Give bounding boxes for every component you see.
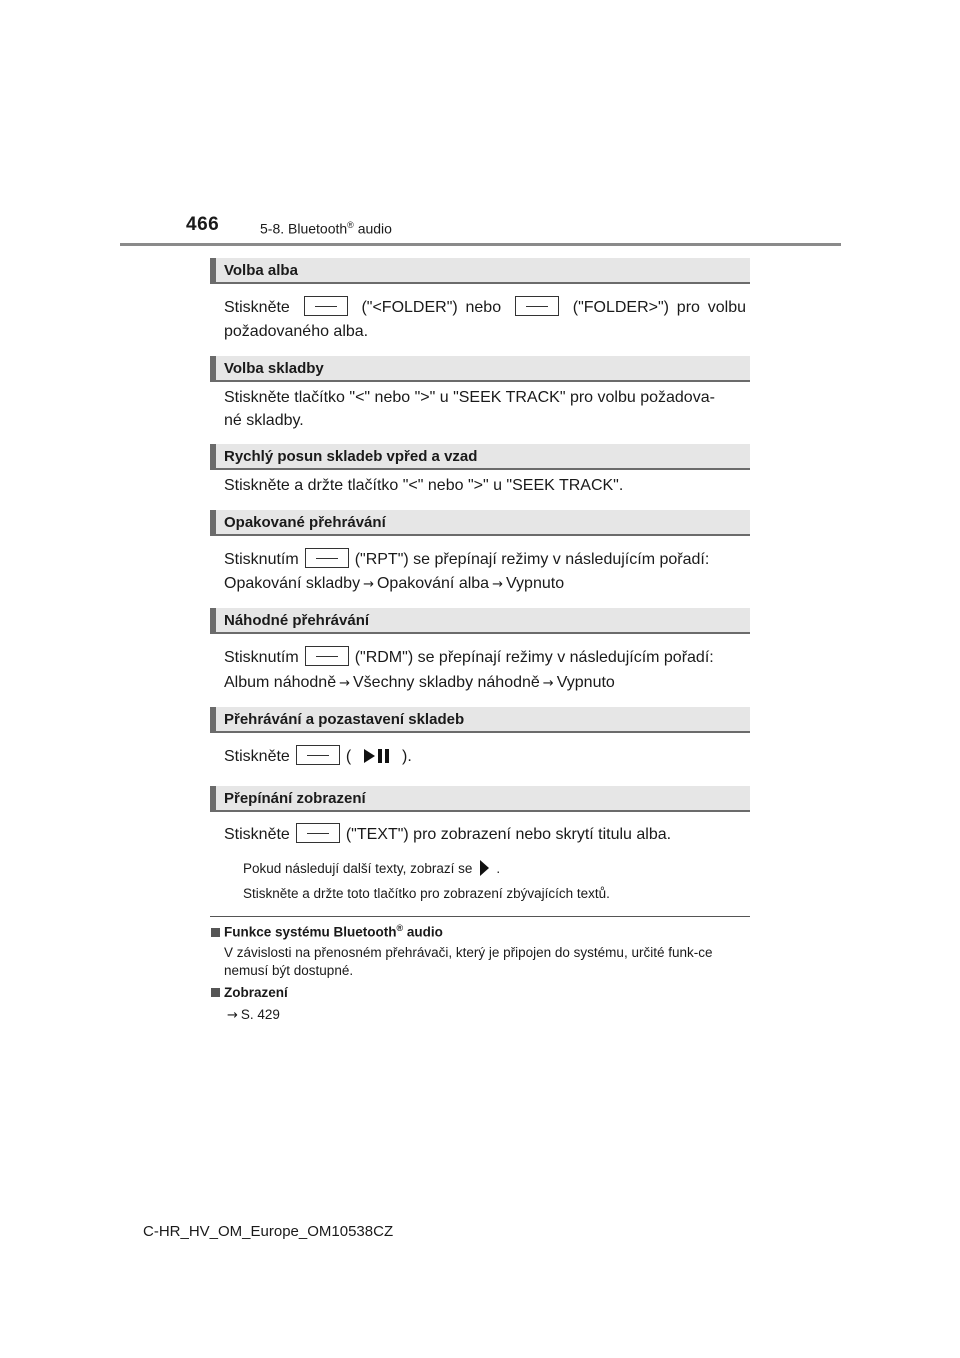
random-sequence	[224, 671, 746, 696]
text: .	[496, 861, 501, 876]
text: Stiskněte	[224, 826, 290, 843]
seq-item: Vypnuto	[556, 674, 615, 691]
text: Stiskněte	[224, 748, 290, 765]
note-heading-bluetooth	[211, 923, 443, 940]
track-select-line2: né skladby.	[224, 412, 304, 429]
text: (	[345, 748, 352, 765]
play-pause-line	[224, 745, 746, 773]
registered-mark: ®	[347, 220, 354, 230]
display-switch-note1	[243, 859, 748, 882]
notes-divider	[210, 916, 750, 917]
header-rule	[120, 243, 841, 246]
album-select-line2: požadovaného alba.	[224, 323, 369, 340]
arrow-right-icon: →	[227, 1008, 238, 1023]
arrow-right-icon: →	[542, 676, 554, 691]
display-switch-note2: Stiskněte a držte toto tlačítko pro zobrazení zbývajících textů.	[243, 886, 610, 901]
heading-fast-seek: Rychlý posun skladeb vpřed a vzad	[210, 444, 750, 470]
chevron-right-icon	[478, 859, 490, 882]
note-body-bluetooth: V závislosti na přenosném přehrávači, který je připojen do systému, určité funk-ce nemusí být dostupné.	[224, 945, 713, 978]
album-select-line1	[224, 296, 746, 320]
play-pause-icon	[362, 747, 392, 773]
note-body-display	[224, 1006, 748, 1025]
repeat-sequence	[224, 572, 746, 597]
rdm-button-icon	[305, 646, 349, 666]
display-switch-line	[224, 823, 746, 847]
heading-random: Náhodné přehrávání	[210, 608, 750, 634]
heading-album-select: Volba alba	[210, 258, 750, 284]
heading-track-select: Volba skladby	[210, 356, 750, 382]
arrow-right-icon: →	[339, 676, 350, 691]
seq-item: Opakování alba	[376, 575, 490, 592]
section-title-suffix: audio	[353, 220, 392, 237]
section-title	[260, 220, 392, 237]
text: Stiskněte	[224, 299, 290, 316]
fast-seek-text: Stiskněte a držte tlačítko "<" nebo ">" u "SEEK TRACK".	[224, 477, 624, 494]
text: ("RPT") se přepínají režimy v následujícím pořadí:	[354, 551, 710, 568]
text: Stisknutím	[224, 649, 299, 666]
rpt-button-icon	[305, 548, 349, 568]
square-bullet-icon	[211, 928, 220, 937]
text: ("FOLDER>") pro volbu	[572, 299, 746, 316]
page-number: 466	[186, 214, 220, 235]
folder-next-button-icon	[515, 296, 559, 316]
folder-prev-button-icon	[304, 296, 348, 316]
text: ("TEXT") pro zobrazení nebo skrytí titulu alba.	[345, 826, 672, 843]
heading-play-pause: Přehrávání a pozastavení skladeb	[210, 707, 750, 733]
heading-repeat: Opakované přehrávání	[210, 510, 750, 536]
arrow-right-icon: →	[492, 577, 503, 592]
text: ("RDM") se přepínají režimy v následujícím pořadí:	[354, 649, 714, 666]
heading-display-switch: Přepínání zobrazení	[210, 786, 750, 812]
text: Stisknutím	[224, 551, 299, 568]
text: Zobrazení	[224, 985, 288, 1000]
square-bullet-icon	[211, 988, 220, 997]
seq-item: Vypnuto	[505, 575, 565, 592]
play-pause-button-icon	[296, 745, 340, 765]
section-title-prefix: 5-8. Bluetooth	[260, 220, 348, 237]
note-heading-display	[211, 985, 288, 1000]
text: ).	[402, 748, 412, 765]
text: audio	[403, 924, 443, 940]
repeat-line1	[224, 548, 746, 572]
track-select-line1: Stiskněte tlačítko "<" nebo ">" u "SEEK TRACK" pro volbu požadova-	[224, 389, 715, 406]
seq-item: Opakování skladby	[224, 575, 361, 592]
seq-item: Album náhodně	[224, 674, 337, 691]
text: Pokud následují další texty, zobrazí se	[243, 861, 473, 876]
seq-item: Všechny skladby náhodně	[353, 674, 540, 691]
arrow-right-icon: →	[363, 577, 374, 592]
random-line1	[224, 646, 746, 670]
text: ("<FOLDER") nebo	[361, 299, 502, 316]
footer-doc-code: C-HR_HV_OM_Europe_OM10538CZ	[143, 1223, 394, 1240]
page-reference-link[interactable]: S. 429	[240, 1007, 280, 1022]
text-button-icon	[296, 823, 340, 843]
registered-mark: ®	[396, 923, 404, 933]
text: Funkce systému Bluetooth	[224, 924, 397, 940]
